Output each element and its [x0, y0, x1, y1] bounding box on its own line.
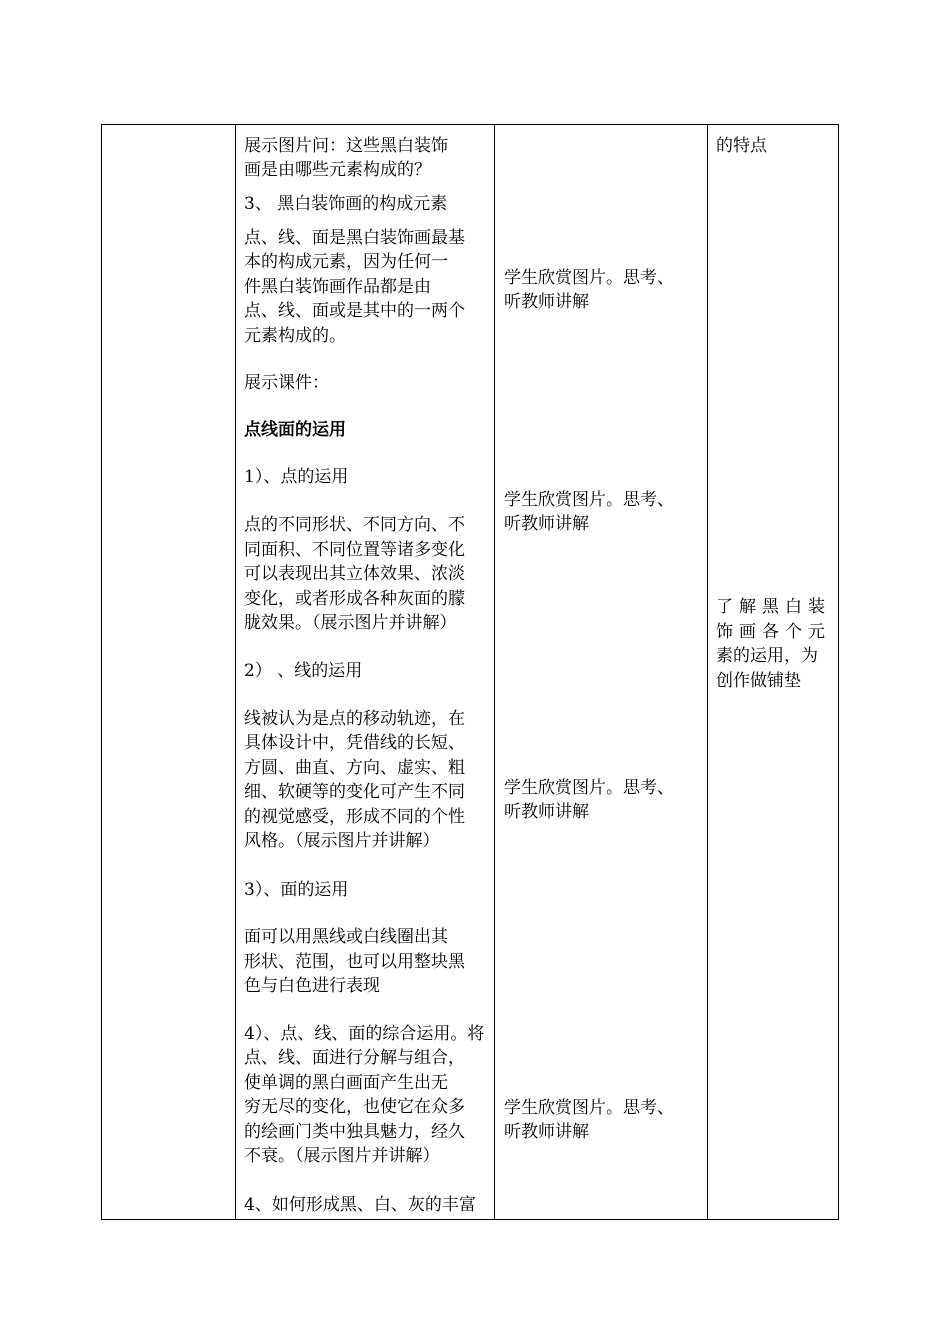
text-line: 具体设计中，凭借线的长短、	[244, 733, 465, 753]
text-line: 元素构成的。	[244, 326, 346, 346]
section-heading: 3、 黑白装饰画的构成元素	[244, 194, 448, 214]
text-line: 的绘画门类中独具魅力，经久	[244, 1122, 465, 1142]
text-line: 展示课件：	[244, 373, 329, 393]
text-line: 穷无尽的变化，也使它在众多	[244, 1097, 465, 1117]
text-line: 点、线、面进行分解与组合，	[244, 1048, 465, 1068]
sub-heading: 1）、点的运用	[244, 467, 349, 487]
student-activity-line: 听教师讲解	[504, 292, 589, 312]
design-intent-line: 饰画各个元	[716, 622, 831, 642]
text-line: 不衰。（展示图片并讲解）	[244, 1146, 440, 1166]
text-line: 点、线、面或是其中的一两个	[244, 301, 465, 321]
design-intent-line: 的特点	[716, 136, 767, 156]
sub-heading: 3）、面的运用	[244, 880, 349, 900]
text-line: 本的构成元素，因为任何一	[244, 252, 448, 272]
text-line: 4）、点、线、面的综合运用。将	[244, 1024, 485, 1044]
text-line: 的视觉感受，形成不同的个性	[244, 807, 465, 827]
text-line: 展示图片问：这些黑白装饰	[244, 136, 448, 156]
design-intent-line: 素的运用，为	[716, 646, 818, 666]
student-activity-line: 学生欣赏图片。思考、	[504, 778, 674, 798]
text-line: 形状、范围，也可以用整块黑	[244, 952, 465, 972]
text-line: 点的不同形状、不同方向、不	[244, 515, 465, 535]
text-line: 件黑白装饰画作品都是由	[244, 277, 431, 297]
text-line: 胧效果。（展示图片并讲解）	[244, 613, 457, 633]
text-line: 色与白色进行表现	[244, 976, 380, 996]
text-line: 画是由哪些元素构成的？	[244, 160, 431, 180]
text-line: 使单调的黑白画面产生出无	[244, 1073, 448, 1093]
column-divider	[235, 125, 236, 1219]
text-line: 线被认为是点的移动轨迹，在	[244, 709, 465, 729]
sub-heading: 2） 、线的运用	[244, 661, 363, 681]
student-activity-line: 学生欣赏图片。思考、	[504, 268, 674, 288]
student-activity-line: 听教师讲解	[504, 802, 589, 822]
student-activity-line: 听教师讲解	[504, 514, 589, 534]
student-activity-line: 学生欣赏图片。思考、	[504, 490, 674, 510]
text-line: 变化，或者形成各种灰面的朦	[244, 589, 465, 609]
column-divider	[494, 125, 495, 1219]
student-activity-line: 学生欣赏图片。思考、	[504, 1098, 674, 1118]
text-line: 风格。（展示图片并讲解）	[244, 831, 440, 851]
text-line: 点、线、面是黑白装饰画最基	[244, 228, 465, 248]
student-activity-line: 听教师讲解	[504, 1122, 589, 1142]
text-line: 可以表现出其立体效果、浓淡	[244, 564, 465, 584]
text-line: 方圆、曲直、方向、虚实、粗	[244, 758, 465, 778]
design-intent-line: 创作做铺垫	[716, 671, 801, 691]
text-line: 面可以用黑线或白线圈出其	[244, 927, 448, 947]
column-divider	[707, 125, 708, 1219]
design-intent-line: 了解黑白装	[716, 597, 831, 617]
text-line: 细、软硬等的变化可产生不同	[244, 782, 465, 802]
text-line: 同面积、不同位置等诸多变化	[244, 540, 465, 560]
bold-heading: 点线面的运用	[244, 420, 346, 440]
text-line: 4、如何形成黑、白、灰的丰富	[244, 1195, 476, 1215]
